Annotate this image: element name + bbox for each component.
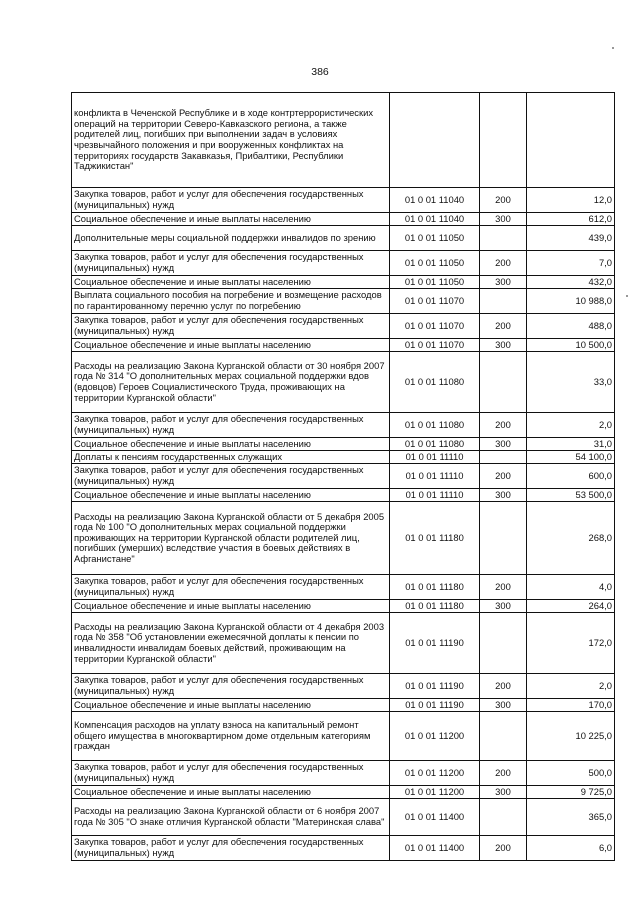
expense-type-cell bbox=[480, 289, 527, 314]
expense-name-cell: Расходы на реализацию Закона Курганской области от 5 декабря 2005 года № 100 "О дополнительных мерах социальной поддержки проживающих на территории Курганской области родителей лиц, погибших (умерших) вследствие участия в боевых действиях в Афганистане" bbox=[72, 502, 390, 575]
expense-type-cell: 200 bbox=[480, 575, 527, 600]
expense-name-cell: Дополнительные меры социальной поддержки инвалидов по зрению bbox=[72, 226, 390, 251]
target-article-cell: 01 0 01 11110 bbox=[390, 489, 480, 502]
table-row bbox=[72, 451, 615, 464]
expense-name-cell: Закупка товаров, работ и услуг для обеспечения государственных (муниципальных) нужд bbox=[72, 575, 390, 600]
expense-type-cell: 200 bbox=[480, 674, 527, 699]
amount-cell: 9 725,0 bbox=[527, 786, 615, 799]
amount-cell: 500,0 bbox=[527, 761, 615, 786]
amount-cell bbox=[527, 93, 615, 188]
table-row bbox=[72, 226, 615, 251]
expense-name-cell: Социальное обеспечение и иные выплаты населению bbox=[72, 276, 390, 289]
expense-name-cell: Выплата социального пособия на погребение и возмещение расходов по гарантированному перечню услуг по погребению bbox=[72, 289, 390, 314]
target-article-cell: 01 0 01 11200 bbox=[390, 761, 480, 786]
expense-type-cell bbox=[480, 799, 527, 836]
amount-cell: 488,0 bbox=[527, 314, 615, 339]
expense-name-cell: Расходы на реализацию Закона Курганской области от 30 ноября 2007 года № 314 "О дополнительных мерах социальной поддержки вдов (вдовцов) Героев Социалистического Труда, проживающих на территории Курганской области" bbox=[72, 352, 390, 413]
table-row bbox=[72, 276, 615, 289]
target-article-cell: 01 0 01 11200 bbox=[390, 786, 480, 799]
expense-name-cell: Закупка товаров, работ и услуг для обеспечения государственных (муниципальных) нужд bbox=[72, 188, 390, 213]
expense-type-cell: 300 bbox=[480, 438, 527, 451]
expense-type-cell bbox=[480, 613, 527, 674]
expense-name-cell: Закупка товаров, работ и услуг для обеспечения государственных (муниципальных) нужд bbox=[72, 413, 390, 438]
amount-cell: 2,0 bbox=[527, 674, 615, 699]
expense-type-cell: 200 bbox=[480, 251, 527, 276]
expense-name-cell: Компенсация расходов на уплату взноса на капитальный ремонт общего имущества в многоквартирном доме отдельным категориям граждан bbox=[72, 712, 390, 761]
table-row bbox=[72, 289, 615, 314]
expense-name-cell: Закупка товаров, работ и услуг для обеспечения государственных (муниципальных) нужд bbox=[72, 761, 390, 786]
target-article-cell: 01 0 01 11400 bbox=[390, 799, 480, 836]
target-article-cell: 01 0 01 11050 bbox=[390, 226, 480, 251]
expense-type-cell: 300 bbox=[480, 699, 527, 712]
expense-type-cell: 200 bbox=[480, 761, 527, 786]
expense-type-cell: 200 bbox=[480, 464, 527, 489]
amount-cell: 12,0 bbox=[527, 188, 615, 213]
table-row bbox=[72, 613, 615, 674]
budget-table bbox=[71, 92, 615, 861]
target-article-cell: 01 0 01 11400 bbox=[390, 836, 480, 861]
expense-name-cell: Расходы на реализацию Закона Курганской области от 4 декабря 2003 года № 358 "Об установлении ежемесячной доплаты к пенсии по инвалидности инвалидам боевых действий, проживающим на территории Курганской области" bbox=[72, 613, 390, 674]
scan-speck bbox=[626, 295, 628, 297]
target-article-cell: 01 0 01 11040 bbox=[390, 213, 480, 226]
expense-name-cell: Социальное обеспечение и иные выплаты населению bbox=[72, 213, 390, 226]
amount-cell: 172,0 bbox=[527, 613, 615, 674]
expense-type-cell: 200 bbox=[480, 836, 527, 861]
table-row bbox=[72, 502, 615, 575]
table-row bbox=[72, 213, 615, 226]
target-article-cell: 01 0 01 11080 bbox=[390, 438, 480, 451]
budget-table-body bbox=[72, 93, 615, 861]
expense-name-cell: Социальное обеспечение и иные выплаты населению bbox=[72, 438, 390, 451]
expense-name-cell: Социальное обеспечение и иные выплаты населению bbox=[72, 786, 390, 799]
amount-cell: 264,0 bbox=[527, 600, 615, 613]
amount-cell: 10 988,0 bbox=[527, 289, 615, 314]
table-row bbox=[72, 188, 615, 213]
expense-name-cell: Закупка товаров, работ и услуг для обеспечения государственных (муниципальных) нужд bbox=[72, 836, 390, 861]
table-row bbox=[72, 413, 615, 438]
table-row bbox=[72, 600, 615, 613]
amount-cell: 7,0 bbox=[527, 251, 615, 276]
target-article-cell: 01 0 01 11190 bbox=[390, 699, 480, 712]
amount-cell: 6,0 bbox=[527, 836, 615, 861]
expense-name-cell: Социальное обеспечение и иные выплаты населению bbox=[72, 600, 390, 613]
page-number: 386 bbox=[311, 66, 329, 78]
target-article-cell: 01 0 01 11180 bbox=[390, 600, 480, 613]
expense-type-cell: 300 bbox=[480, 786, 527, 799]
amount-cell: 432,0 bbox=[527, 276, 615, 289]
expense-name-cell: Закупка товаров, работ и услуг для обеспечения государственных (муниципальных) нужд bbox=[72, 674, 390, 699]
target-article-cell: 01 0 01 11110 bbox=[390, 451, 480, 464]
amount-cell: 31,0 bbox=[527, 438, 615, 451]
expense-name-cell: конфликта в Чеченской Республике и в ходе контртеррористических операций на территории Северо-Кавказского региона, а также родителей лиц, погибших при выполнении задач в условиях чрезвычайного положения и при вооруженных конфликтах на территориях государств Закавказья, Прибалтики, Республики Таджикистан" bbox=[72, 93, 390, 188]
target-article-cell: 01 0 01 11110 bbox=[390, 464, 480, 489]
table-row bbox=[72, 251, 615, 276]
expense-type-cell: 300 bbox=[480, 276, 527, 289]
expense-name-cell: Расходы на реализацию Закона Курганской области от 6 ноября 2007 года № 305 "О знаке отличия Курганской области "Материнская слава" bbox=[72, 799, 390, 836]
target-article-cell: 01 0 01 11070 bbox=[390, 289, 480, 314]
target-article-cell: 01 0 01 11050 bbox=[390, 276, 480, 289]
target-article-cell: 01 0 01 11080 bbox=[390, 413, 480, 438]
amount-cell: 268,0 bbox=[527, 502, 615, 575]
expense-name-cell: Социальное обеспечение и иные выплаты населению bbox=[72, 339, 390, 352]
target-article-cell: 01 0 01 11080 bbox=[390, 352, 480, 413]
amount-cell: 439,0 bbox=[527, 226, 615, 251]
target-article-cell: 01 0 01 11190 bbox=[390, 674, 480, 699]
amount-cell: 10 500,0 bbox=[527, 339, 615, 352]
expense-type-cell bbox=[480, 352, 527, 413]
expense-type-cell bbox=[480, 502, 527, 575]
expense-type-cell bbox=[480, 712, 527, 761]
expense-name-cell: Закупка товаров, работ и услуг для обеспечения государственных (муниципальных) нужд bbox=[72, 464, 390, 489]
amount-cell: 612,0 bbox=[527, 213, 615, 226]
amount-cell: 4,0 bbox=[527, 575, 615, 600]
expense-name-cell: Закупка товаров, работ и услуг для обеспечения государственных (муниципальных) нужд bbox=[72, 314, 390, 339]
table-row bbox=[72, 339, 615, 352]
expense-type-cell: 300 bbox=[480, 339, 527, 352]
table-row bbox=[72, 93, 615, 188]
table-row bbox=[72, 352, 615, 413]
target-article-cell: 01 0 01 11190 bbox=[390, 613, 480, 674]
table-row bbox=[72, 699, 615, 712]
target-article-cell: 01 0 01 11200 bbox=[390, 712, 480, 761]
table-row bbox=[72, 712, 615, 761]
amount-cell: 53 500,0 bbox=[527, 489, 615, 502]
expense-type-cell bbox=[480, 226, 527, 251]
expense-type-cell: 300 bbox=[480, 600, 527, 613]
table-row bbox=[72, 799, 615, 836]
table-row bbox=[72, 786, 615, 799]
amount-cell: 10 225,0 bbox=[527, 712, 615, 761]
target-article-cell bbox=[390, 93, 480, 188]
table-row bbox=[72, 438, 615, 451]
expense-name-cell: Закупка товаров, работ и услуг для обеспечения государственных (муниципальных) нужд bbox=[72, 251, 390, 276]
amount-cell: 365,0 bbox=[527, 799, 615, 836]
expense-name-cell: Доплаты к пенсиям государственных служащих bbox=[72, 451, 390, 464]
target-article-cell: 01 0 01 11180 bbox=[390, 575, 480, 600]
target-article-cell: 01 0 01 11180 bbox=[390, 502, 480, 575]
table-row bbox=[72, 575, 615, 600]
amount-cell: 2,0 bbox=[527, 413, 615, 438]
amount-cell: 170,0 bbox=[527, 699, 615, 712]
expense-type-cell: 200 bbox=[480, 413, 527, 438]
amount-cell: 33,0 bbox=[527, 352, 615, 413]
target-article-cell: 01 0 01 11050 bbox=[390, 251, 480, 276]
amount-cell: 600,0 bbox=[527, 464, 615, 489]
table-row bbox=[72, 314, 615, 339]
table-row bbox=[72, 761, 615, 786]
amount-cell: 54 100,0 bbox=[527, 451, 615, 464]
expense-type-cell: 300 bbox=[480, 489, 527, 502]
expense-name-cell: Социальное обеспечение и иные выплаты населению bbox=[72, 699, 390, 712]
target-article-cell: 01 0 01 11070 bbox=[390, 314, 480, 339]
target-article-cell: 01 0 01 11070 bbox=[390, 339, 480, 352]
target-article-cell: 01 0 01 11040 bbox=[390, 188, 480, 213]
scan-speck bbox=[612, 47, 614, 49]
expense-type-cell: 300 bbox=[480, 213, 527, 226]
table-row bbox=[72, 674, 615, 699]
table-row bbox=[72, 464, 615, 489]
expense-type-cell: 200 bbox=[480, 188, 527, 213]
table-row bbox=[72, 836, 615, 861]
table-row bbox=[72, 489, 615, 502]
expense-type-cell: 200 bbox=[480, 314, 527, 339]
expense-type-cell bbox=[480, 93, 527, 188]
expense-name-cell: Социальное обеспечение и иные выплаты населению bbox=[72, 489, 390, 502]
expense-type-cell bbox=[480, 451, 527, 464]
